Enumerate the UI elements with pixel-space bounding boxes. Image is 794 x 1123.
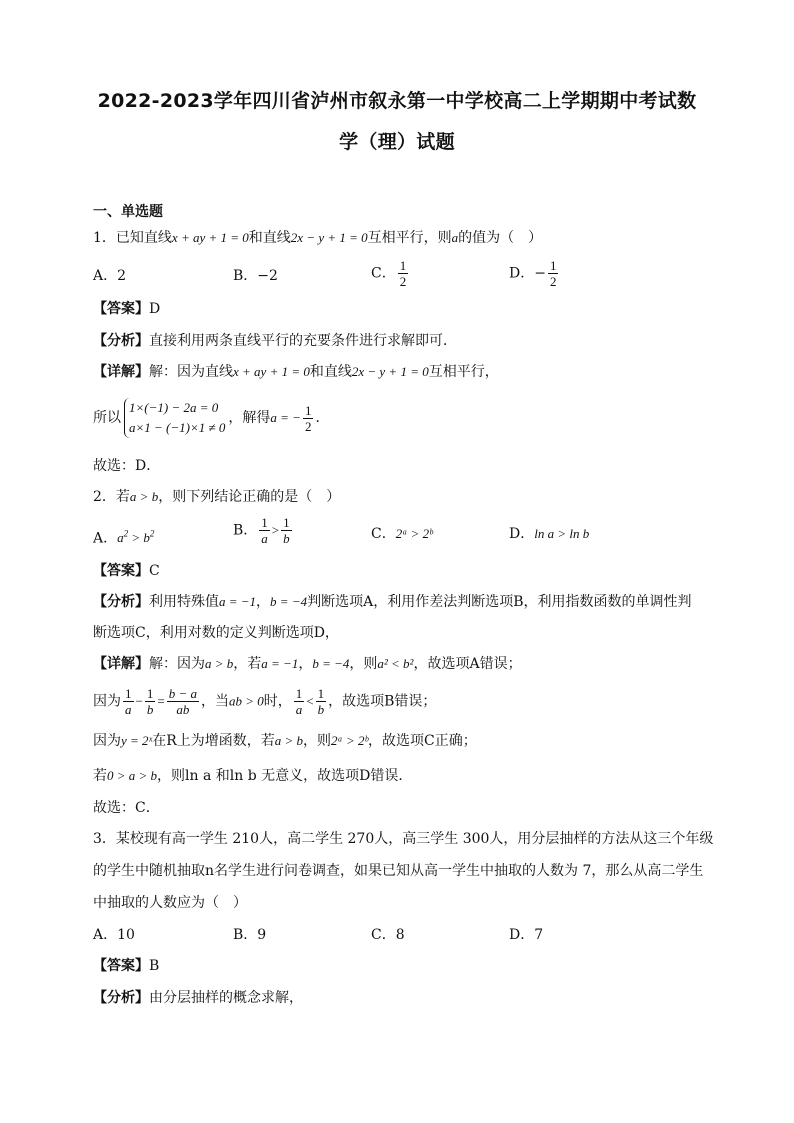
q1-stem: 1．已知直线x + ay + 1 = 0和直线2x − y + 1 = 0互相平行，则a的值为（ ） <box>93 230 543 246</box>
q3-option-d: D．7 <box>509 927 544 943</box>
q1-detail: 【详解】解：因为直线x + ay + 1 = 0和直线2x − y + 1 = 0互相平行， <box>93 364 499 380</box>
q2-option-c: C．2ᵃ > 2ᵇ <box>371 526 433 542</box>
q2-option-b: B． $\frac{1}{a}$ > $\frac{1}{b}$ <box>233 515 290 546</box>
q3-option-b: B．9 <box>233 927 267 943</box>
q2-detail-3: 因为y = 2ˣ在R上为增函数，若a > b，则2ᵃ > 2ᵇ，故选项C正确； <box>93 733 477 749</box>
q1-answer: 【答案】D <box>93 301 161 317</box>
q3-stem-line1: 3．某校现有高一学生 210人，高二学生 270人，高三学生 300人，用分层抽样的方法从这三个年级 <box>93 831 714 847</box>
q2-detail-4: 若0 > a > b，则ln a 和ln b 无意义，故选项D错误． <box>93 768 413 784</box>
q2-detail-2: 因为 $\frac{1}{a}$ − $\frac{1}{b}$ = $\frac{b - a}{ab}$ ，当ab > 0时， $\frac{1}{a}$ < $\frac{1}{b}$ ，故选项B错误； <box>93 686 437 717</box>
q3-analysis: 【分析】由分层抽样的概念求解， <box>93 990 303 1006</box>
q1-option-b: B．−2 <box>233 268 278 284</box>
q2-analysis: 【分析】利用特殊值a = −1，b = −4判断选项A，利用作差法判断选项B，利用指数函数的单调性判 <box>93 594 692 610</box>
doc-title-line2: 学（理）试题 <box>339 131 455 153</box>
doc-title-line1: 2022-2023学年四川省泸州市叙永第一中学校高二上学期期中考试数 <box>97 90 697 112</box>
q2-option-d: D．ln a > ln b <box>509 526 590 542</box>
q1-solution: 所以 1×(−1) − 2a = 0 a×1 − (−1)×1 ≠ 0 ，解得a = − $\frac{1}{2}$ ． <box>93 398 329 438</box>
q2-stem: 2．若a > b，则下列结论正确的是（ ） <box>93 489 341 505</box>
q3-option-c: C．8 <box>371 927 405 943</box>
q1-option-a: A．2 <box>93 268 127 284</box>
q2-analysis-cont: 断选项C，利用对数的定义判断选项D， <box>93 625 339 641</box>
q3-stem-line2: 的学生中随机抽取n名学生进行问卷调查，如果已知从高一学生中抽取的人数为 7，那么从高二学生 <box>93 863 704 879</box>
q1-analysis: 【分析】直接利用两条直线平行的充要条件进行求解即可． <box>93 333 457 349</box>
q3-answer: 【答案】B <box>93 958 160 974</box>
q3-option-a: A．10 <box>93 927 135 943</box>
q3-stem-line3: 中抽取的人数应为（ ） <box>93 895 247 911</box>
q1-option-d: D．− $\frac{1}{2}$ <box>509 258 557 289</box>
q2-option-a: A．$a^2 > b^2$ <box>93 529 155 547</box>
q2-detail-1: 【详解】解：因为a > b，若a = −1，b = −4，则a² < b²，故选项A错误； <box>93 656 522 672</box>
section-heading: 一、单选题 <box>93 204 163 220</box>
q1-choose: 故选：D． <box>93 458 161 474</box>
q2-answer: 【答案】C <box>93 563 160 579</box>
q2-choose: 故选：C． <box>93 800 160 816</box>
q1-option-c: C． $\frac{1}{2}$ <box>371 258 407 289</box>
